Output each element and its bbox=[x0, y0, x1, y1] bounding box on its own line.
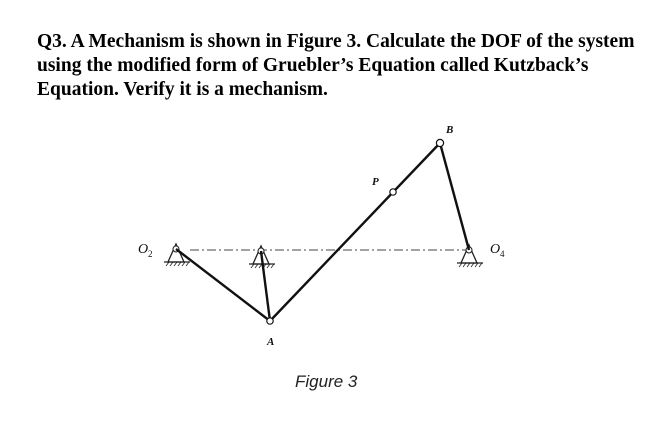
joint-a bbox=[267, 318, 273, 324]
joint-b bbox=[436, 139, 443, 146]
label-p: P bbox=[372, 176, 379, 188]
label-o2-subscript: 2 bbox=[148, 249, 153, 259]
link-b-o4 bbox=[440, 143, 469, 250]
link-a-b bbox=[270, 143, 440, 321]
link-mid-a bbox=[261, 251, 270, 321]
question-text: Q3. A Mechanism is shown in Figure 3. Calculate the DOF of the system using the modified form of Gruebler’s Equation called Kutzback’s Equation. Verify it is a mechanism. bbox=[37, 31, 635, 100]
label-a: A bbox=[267, 336, 275, 348]
link-o2-a bbox=[176, 249, 270, 321]
label-o2: O bbox=[138, 242, 149, 257]
label-o4-subscript: 4 bbox=[500, 249, 505, 259]
label-o4: O bbox=[490, 242, 501, 257]
ground-support-o2 bbox=[164, 244, 190, 266]
ground-support-o4 bbox=[457, 245, 483, 267]
joint-p bbox=[390, 189, 396, 195]
label-b: B bbox=[446, 124, 454, 136]
figure-caption: Figure 3 bbox=[295, 372, 358, 391]
